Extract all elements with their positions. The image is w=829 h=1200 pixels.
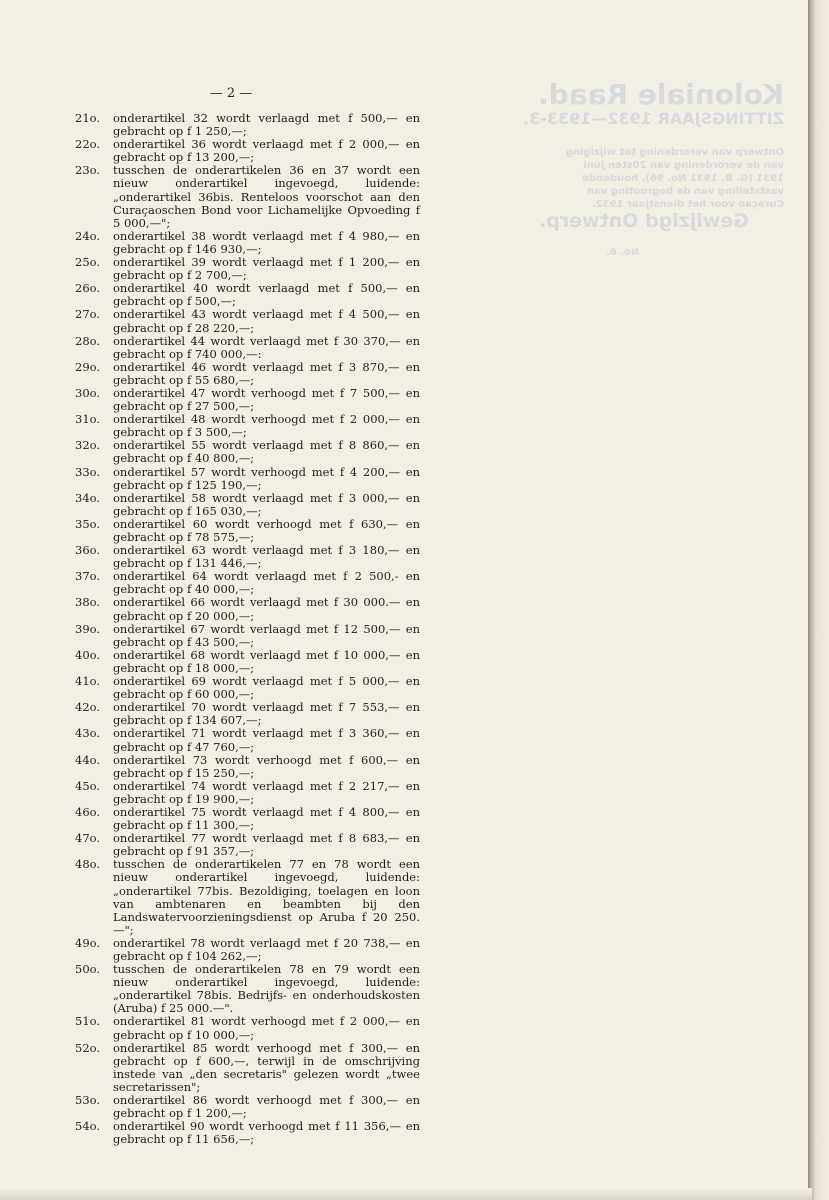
binding-spine xyxy=(808,0,829,1200)
item-number: 23o. xyxy=(75,163,101,178)
item-number: 54o. xyxy=(75,1119,101,1134)
item-number: 36o. xyxy=(75,543,101,558)
item-text: onderartikel 60 wordt verhoogd met f 630,— en gebracht op f 78 575,—; xyxy=(113,516,420,544)
item-text: onderartikel 64 wordt verlaagd met f 2 500,- en gebracht op f 40 000,—; xyxy=(113,569,420,597)
item-number: 30o. xyxy=(75,385,101,400)
item-number: 35o. xyxy=(75,516,101,531)
item-text: onderartikel 32 wordt verlaagd met f 500,— en gebracht op f 1 250,—; xyxy=(113,111,420,139)
list-item xyxy=(75,806,420,832)
item-number: 42o. xyxy=(75,700,101,715)
page-bottom-edge xyxy=(0,1188,812,1200)
item-number: 40o. xyxy=(75,647,101,662)
list-item xyxy=(75,112,420,138)
item-text: onderartikel 46 wordt verlaagd met f 3 870,— en gebracht op f 55 680,—; xyxy=(113,359,420,387)
item-number: 50o. xyxy=(75,962,101,977)
item-number: 49o. xyxy=(75,935,101,950)
list-item xyxy=(75,138,420,164)
item-text: tusschen de onderartikelen 77 en 78 wordt een nieuw onderartikel ingevoegd, luidende: „onderartikel 77bis. Bezoldiging, toelagen en loon van ambtenaren en beambten bij den Landswatervoorzieningsdienst op Aruba f 20 250.—"; xyxy=(113,857,420,937)
item-number: 25o. xyxy=(75,255,101,270)
list-item xyxy=(75,518,420,544)
list-item xyxy=(75,675,420,701)
list-item xyxy=(75,937,420,963)
list-item xyxy=(75,413,420,439)
list-item xyxy=(75,335,420,361)
list-item xyxy=(75,623,420,649)
item-text: onderartikel 68 wordt verlaagd met f 10 000,— en gebracht op f 18 000,—; xyxy=(113,647,420,675)
item-text: onderartikel 39 wordt verlaagd met f 1 200,— en gebracht op f 2 700,—; xyxy=(113,255,420,283)
item-text: onderartikel 75 wordt verlaagd met f 4 800,— en gebracht op f 11 300,—; xyxy=(113,804,420,833)
bleed-through-heading: Gewijzigd Ontwerp. xyxy=(539,210,749,232)
bleed-through-title: Koloniale Raad. xyxy=(537,78,784,111)
item-number: 51o. xyxy=(75,1014,101,1029)
list-item xyxy=(75,439,420,465)
item-text: onderartikel 77 wordt verlaagd met f 8 683,— en gebracht op f 91 357,—; xyxy=(113,831,420,859)
list-item xyxy=(75,1120,420,1146)
list-item xyxy=(75,596,420,622)
list-item xyxy=(75,466,420,492)
item-number: 41o. xyxy=(75,674,101,689)
item-text: onderartikel 55 wordt verlaagd met f 8 860,— en gebracht op f 40 800,—; xyxy=(113,438,420,466)
item-text: onderartikel 90 wordt verhoogd met f 11 356,— en gebracht op f 11 656,—; xyxy=(113,1119,420,1147)
item-number: 33o. xyxy=(75,464,101,479)
item-number: 26o. xyxy=(75,281,101,296)
item-number: 39o. xyxy=(75,621,101,636)
list-item xyxy=(75,754,420,780)
page-number: — 2 — xyxy=(209,86,253,101)
item-text: tusschen de onderartikelen 36 en 37 wordt een nieuw onderartikel ingevoegd, luidende: „onderartikel 36bis. Renteloos voorschot aan den Curaçaoschen Bond voor Lichamelijke Opvoeding f 5 000,—"; xyxy=(113,163,420,230)
list-item xyxy=(75,361,420,387)
item-text: onderartikel 40 wordt verlaagd met f 500,— en gebracht op f 500,—; xyxy=(113,281,420,309)
list-item xyxy=(75,256,420,282)
item-number: 28o. xyxy=(75,333,101,348)
item-number: 37o. xyxy=(75,569,101,584)
list-item xyxy=(75,282,420,308)
item-text: onderartikel 48 wordt verhoogd met f 2 000,— en gebracht op f 3 500,—; xyxy=(113,412,420,440)
item-text: onderartikel 73 wordt verhoogd met f 600,— en gebracht op f 15 250,—; xyxy=(113,752,420,780)
item-number: 29o. xyxy=(75,359,101,374)
item-number: 45o. xyxy=(75,778,101,793)
list-item xyxy=(75,858,420,937)
list-item xyxy=(75,230,420,256)
item-text: onderartikel 69 wordt verlaagd met f 5 000,— en gebracht op f 60 000,—; xyxy=(113,674,420,702)
item-number: 27o. xyxy=(75,307,101,322)
item-text: onderartikel 58 wordt verlaagd met f 3 000,— en gebracht op f 165 030,—; xyxy=(113,490,420,518)
item-text: onderartikel 81 wordt verhoogd met f 2 000,— en gebracht op f 10 000,—; xyxy=(113,1014,420,1042)
item-number: 52o. xyxy=(75,1040,101,1055)
list-item xyxy=(75,544,420,570)
item-text: onderartikel 71 wordt verlaagd met f 3 360,— en gebracht op f 47 760,—; xyxy=(113,726,420,754)
item-text: onderartikel 85 wordt verhoogd met f 300,— en gebracht op f 600,—, terwijl in de omschrijving instede van „den secretaris" gelezen wordt „twee secretarissen"; xyxy=(113,1040,420,1094)
item-text: onderartikel 86 wordt verhoogd met f 300,— en gebracht op f 1 200,—; xyxy=(113,1093,420,1121)
bleed-through-number: No. 6. xyxy=(605,247,639,258)
list-item xyxy=(75,963,420,1015)
bleed-through-session: ZITTINGSJAAR 1932—1933-3. xyxy=(522,109,784,128)
item-number: 48o. xyxy=(75,857,101,872)
item-text: onderartikel 74 wordt verlaagd met f 2 217,— en gebracht op f 19 900,—; xyxy=(113,778,420,806)
list-item xyxy=(75,570,420,596)
list-item xyxy=(75,492,420,518)
list-item xyxy=(75,832,420,858)
item-number: 34o. xyxy=(75,490,101,505)
item-text: onderartikel 38 wordt verlaagd met f 4 980,— en gebracht op f 146 930,—; xyxy=(113,228,420,256)
item-text: onderartikel 57 wordt verhoogd met f 4 200,— en gebracht op f 125 190,—; xyxy=(113,464,420,492)
list-item xyxy=(75,308,420,334)
list-item xyxy=(75,1094,420,1120)
item-text: onderartikel 78 wordt verlaagd met f 20 738,— en gebracht op f 104 262,—; xyxy=(113,935,420,963)
list-item xyxy=(75,649,420,675)
item-text: onderartikel 43 wordt verlaagd met f 4 500,— en gebracht op f 28 220,—; xyxy=(113,307,420,335)
list-item xyxy=(75,727,420,753)
item-text: onderartikel 70 wordt verlaagd met f 7 553,— en gebracht op f 134 607,—; xyxy=(113,700,420,728)
item-number: 24o. xyxy=(75,228,101,243)
amendment-list xyxy=(75,112,420,1146)
item-number: 21o. xyxy=(75,111,101,125)
item-number: 22o. xyxy=(75,137,101,152)
item-number: 46o. xyxy=(75,804,101,819)
item-number: 47o. xyxy=(75,831,101,846)
list-item xyxy=(75,387,420,413)
list-item xyxy=(75,701,420,727)
item-text: onderartikel 67 wordt verlaagd met f 12 500,— en gebracht op f 43 500,—; xyxy=(113,621,420,649)
item-text: onderartikel 66 wordt verlaagd met f 30 000.— en gebracht op f 20 000,—; xyxy=(113,595,420,623)
item-number: 53o. xyxy=(75,1093,101,1108)
item-text: tusschen de onderartikelen 78 en 79 wordt een nieuw onderartikel ingevoegd, luidende: „onderartikel 78bis. Bedrijfs- en onderhoudskosten (Aruba) f 25 000.—". xyxy=(113,962,420,1016)
item-number: 38o. xyxy=(75,595,101,610)
item-text: onderartikel 47 wordt verhoogd met f 7 500,— en gebracht op f 27 500,—; xyxy=(113,385,420,414)
item-number: 44o. xyxy=(75,752,101,767)
item-text: onderartikel 63 wordt verlaagd met f 3 180,— en gebracht op f 131 446,—; xyxy=(113,543,420,571)
item-text: onderartikel 44 wordt verlaagd met f 30 370,— en gebracht op f 740 000,—: xyxy=(113,333,420,361)
list-item xyxy=(75,1015,420,1041)
list-item xyxy=(75,1042,420,1094)
item-number: 32o. xyxy=(75,438,101,453)
item-number: 31o. xyxy=(75,412,101,427)
bleed-through-description: Ontwerp van verordening tot wijziging van de verordening van 20sten Juni 1931 (G. B. 1931 No. 96), houdende vaststelling van de begrooting van Curaçao voor het dienstjaar 1932. xyxy=(565,147,784,210)
item-text: onderartikel 36 wordt verlaagd met f 2 000,— en gebracht op f 13 200,—; xyxy=(113,137,420,165)
list-item xyxy=(75,164,420,229)
item-number: 43o. xyxy=(75,726,101,741)
list-item xyxy=(75,780,420,806)
